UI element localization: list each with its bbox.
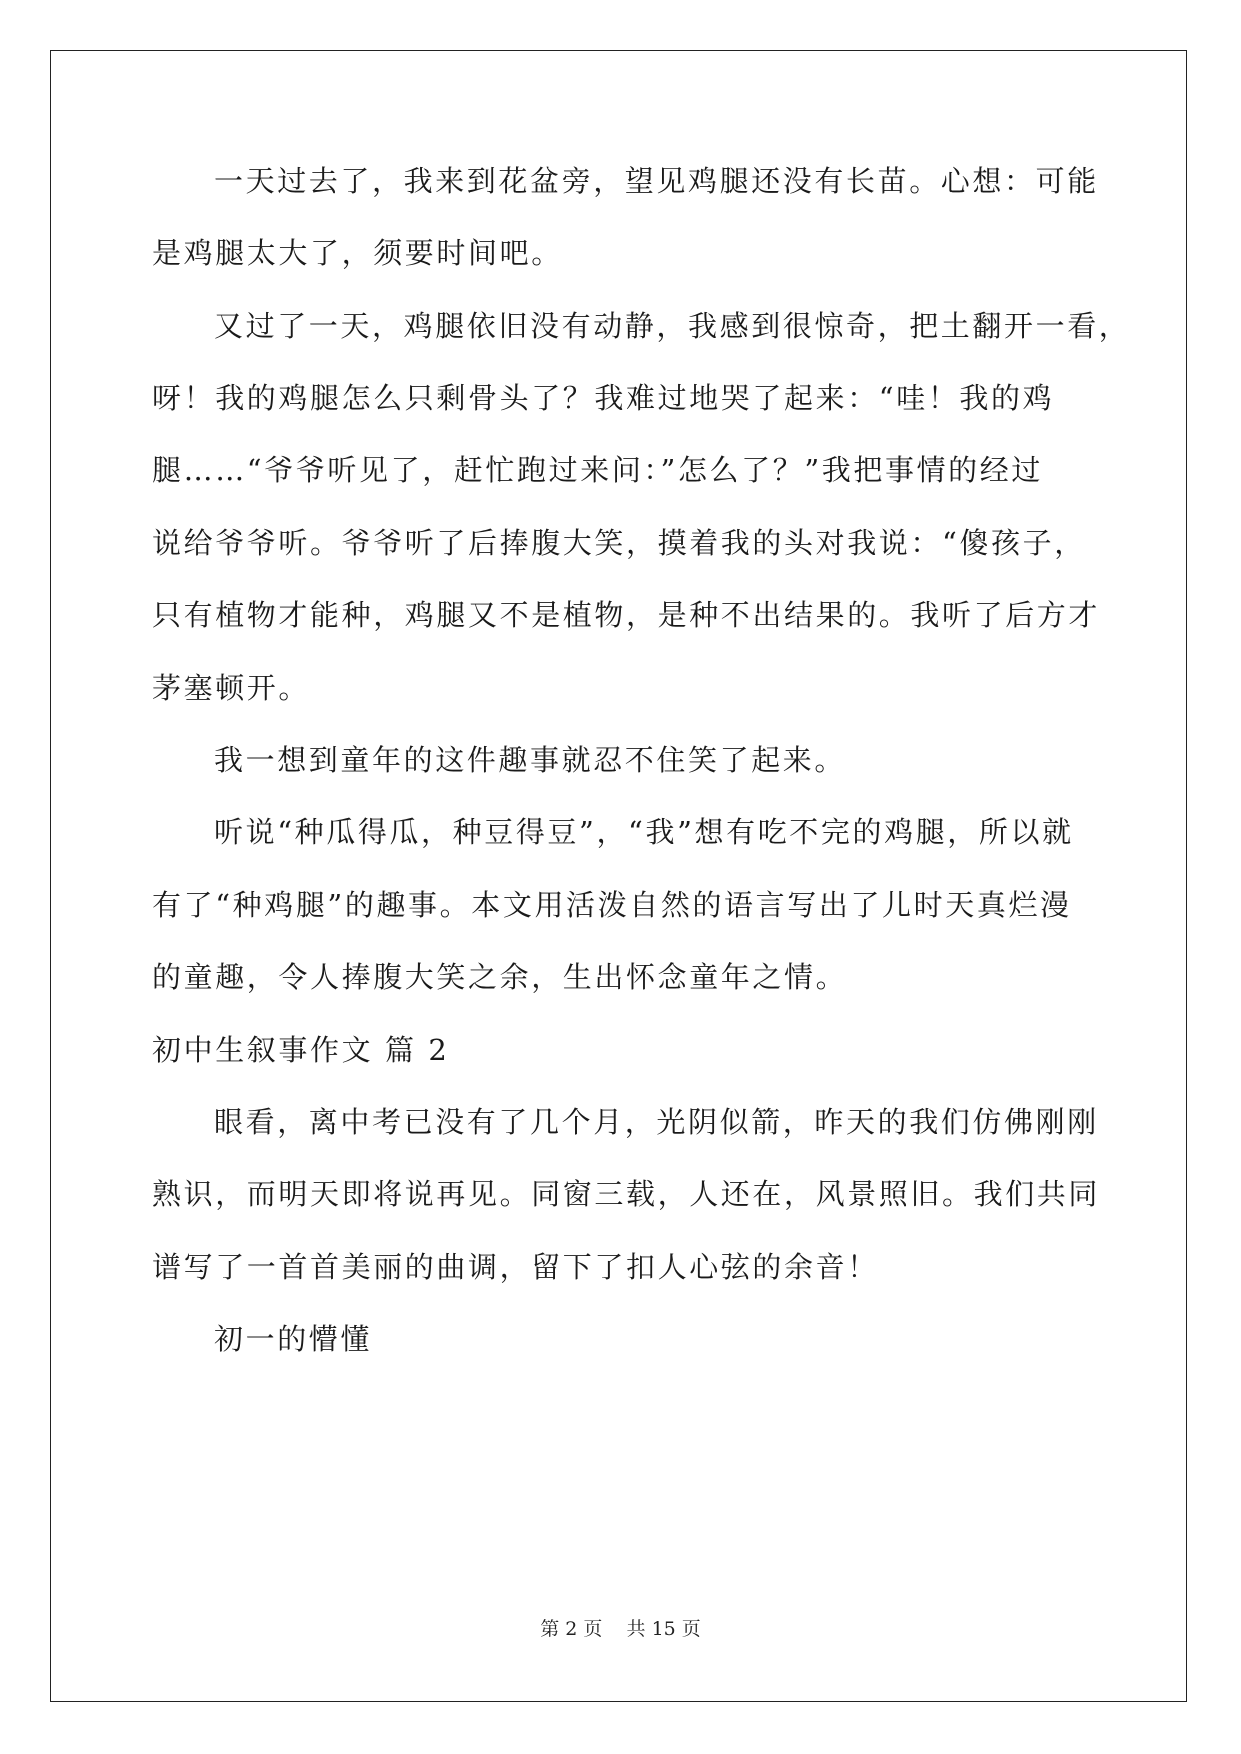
paragraph-line: 茅塞顿开。 bbox=[152, 671, 311, 705]
paragraph-line: 的童趣，令人捧腹大笑之余，生出怀念童年之情。 bbox=[152, 960, 848, 994]
page-frame bbox=[50, 50, 1187, 1702]
paragraph-line: 眼看，离中考已没有了几个月，光阴似箭，昨天的我们仿佛刚刚 bbox=[214, 1105, 1099, 1139]
paragraph-line: 听说“种瓜得瓜，种豆得豆”，“我”想有吃不完的鸡腿，所以就 bbox=[214, 815, 1074, 849]
paragraph-line: 是鸡腿太大了，须要时间吧。 bbox=[152, 236, 563, 270]
page-footer bbox=[0, 1614, 1241, 1641]
page-number: 第 2 页 bbox=[540, 1618, 603, 1640]
subheading-line: 初一的懵懂 bbox=[214, 1322, 373, 1356]
paragraph-line: 有了“种鸡腿”的趣事。本文用活泼自然的语言写出了儿时天真烂漫 bbox=[152, 888, 1072, 922]
paragraph-line: 熟识，而明天即将说再见。同窗三载，人还在，风景照旧。我们共同 bbox=[152, 1177, 1101, 1211]
paragraph-line: 又过了一天，鸡腿依旧没有动静，我感到很惊奇，把土翻开一看， bbox=[214, 309, 1131, 343]
paragraph-line: 呀！我的鸡腿怎么只剩骨头了？我难过地哭了起来：“哇！我的鸡 bbox=[152, 381, 1055, 415]
paragraph-line: 我一想到童年的这件趣事就忍不住笑了起来。 bbox=[214, 743, 847, 777]
paragraph-line: 腿……“爷爷听见了，赶忙跑过来问：”怎么了？”我把事情的经过 bbox=[152, 453, 1043, 487]
paragraph-line: 说给爷爷听。爷爷听了后捧腹大笑，摸着我的头对我说：“傻孩子， bbox=[152, 526, 1086, 560]
section-heading: 初中生叙事作文 篇 2 bbox=[152, 1033, 450, 1067]
paragraph-line: 谱写了一首首美丽的曲调，留下了扣人心弦的余音！ bbox=[152, 1250, 879, 1284]
paragraph-line: 一天过去了，我来到花盆旁，望见鸡腿还没有长苗。心想：可能 bbox=[214, 164, 1099, 198]
page-total: 共 15 页 bbox=[626, 1618, 701, 1640]
paragraph-line: 只有植物才能种，鸡腿又不是植物，是种不出结果的。我听了后方才 bbox=[152, 598, 1101, 632]
